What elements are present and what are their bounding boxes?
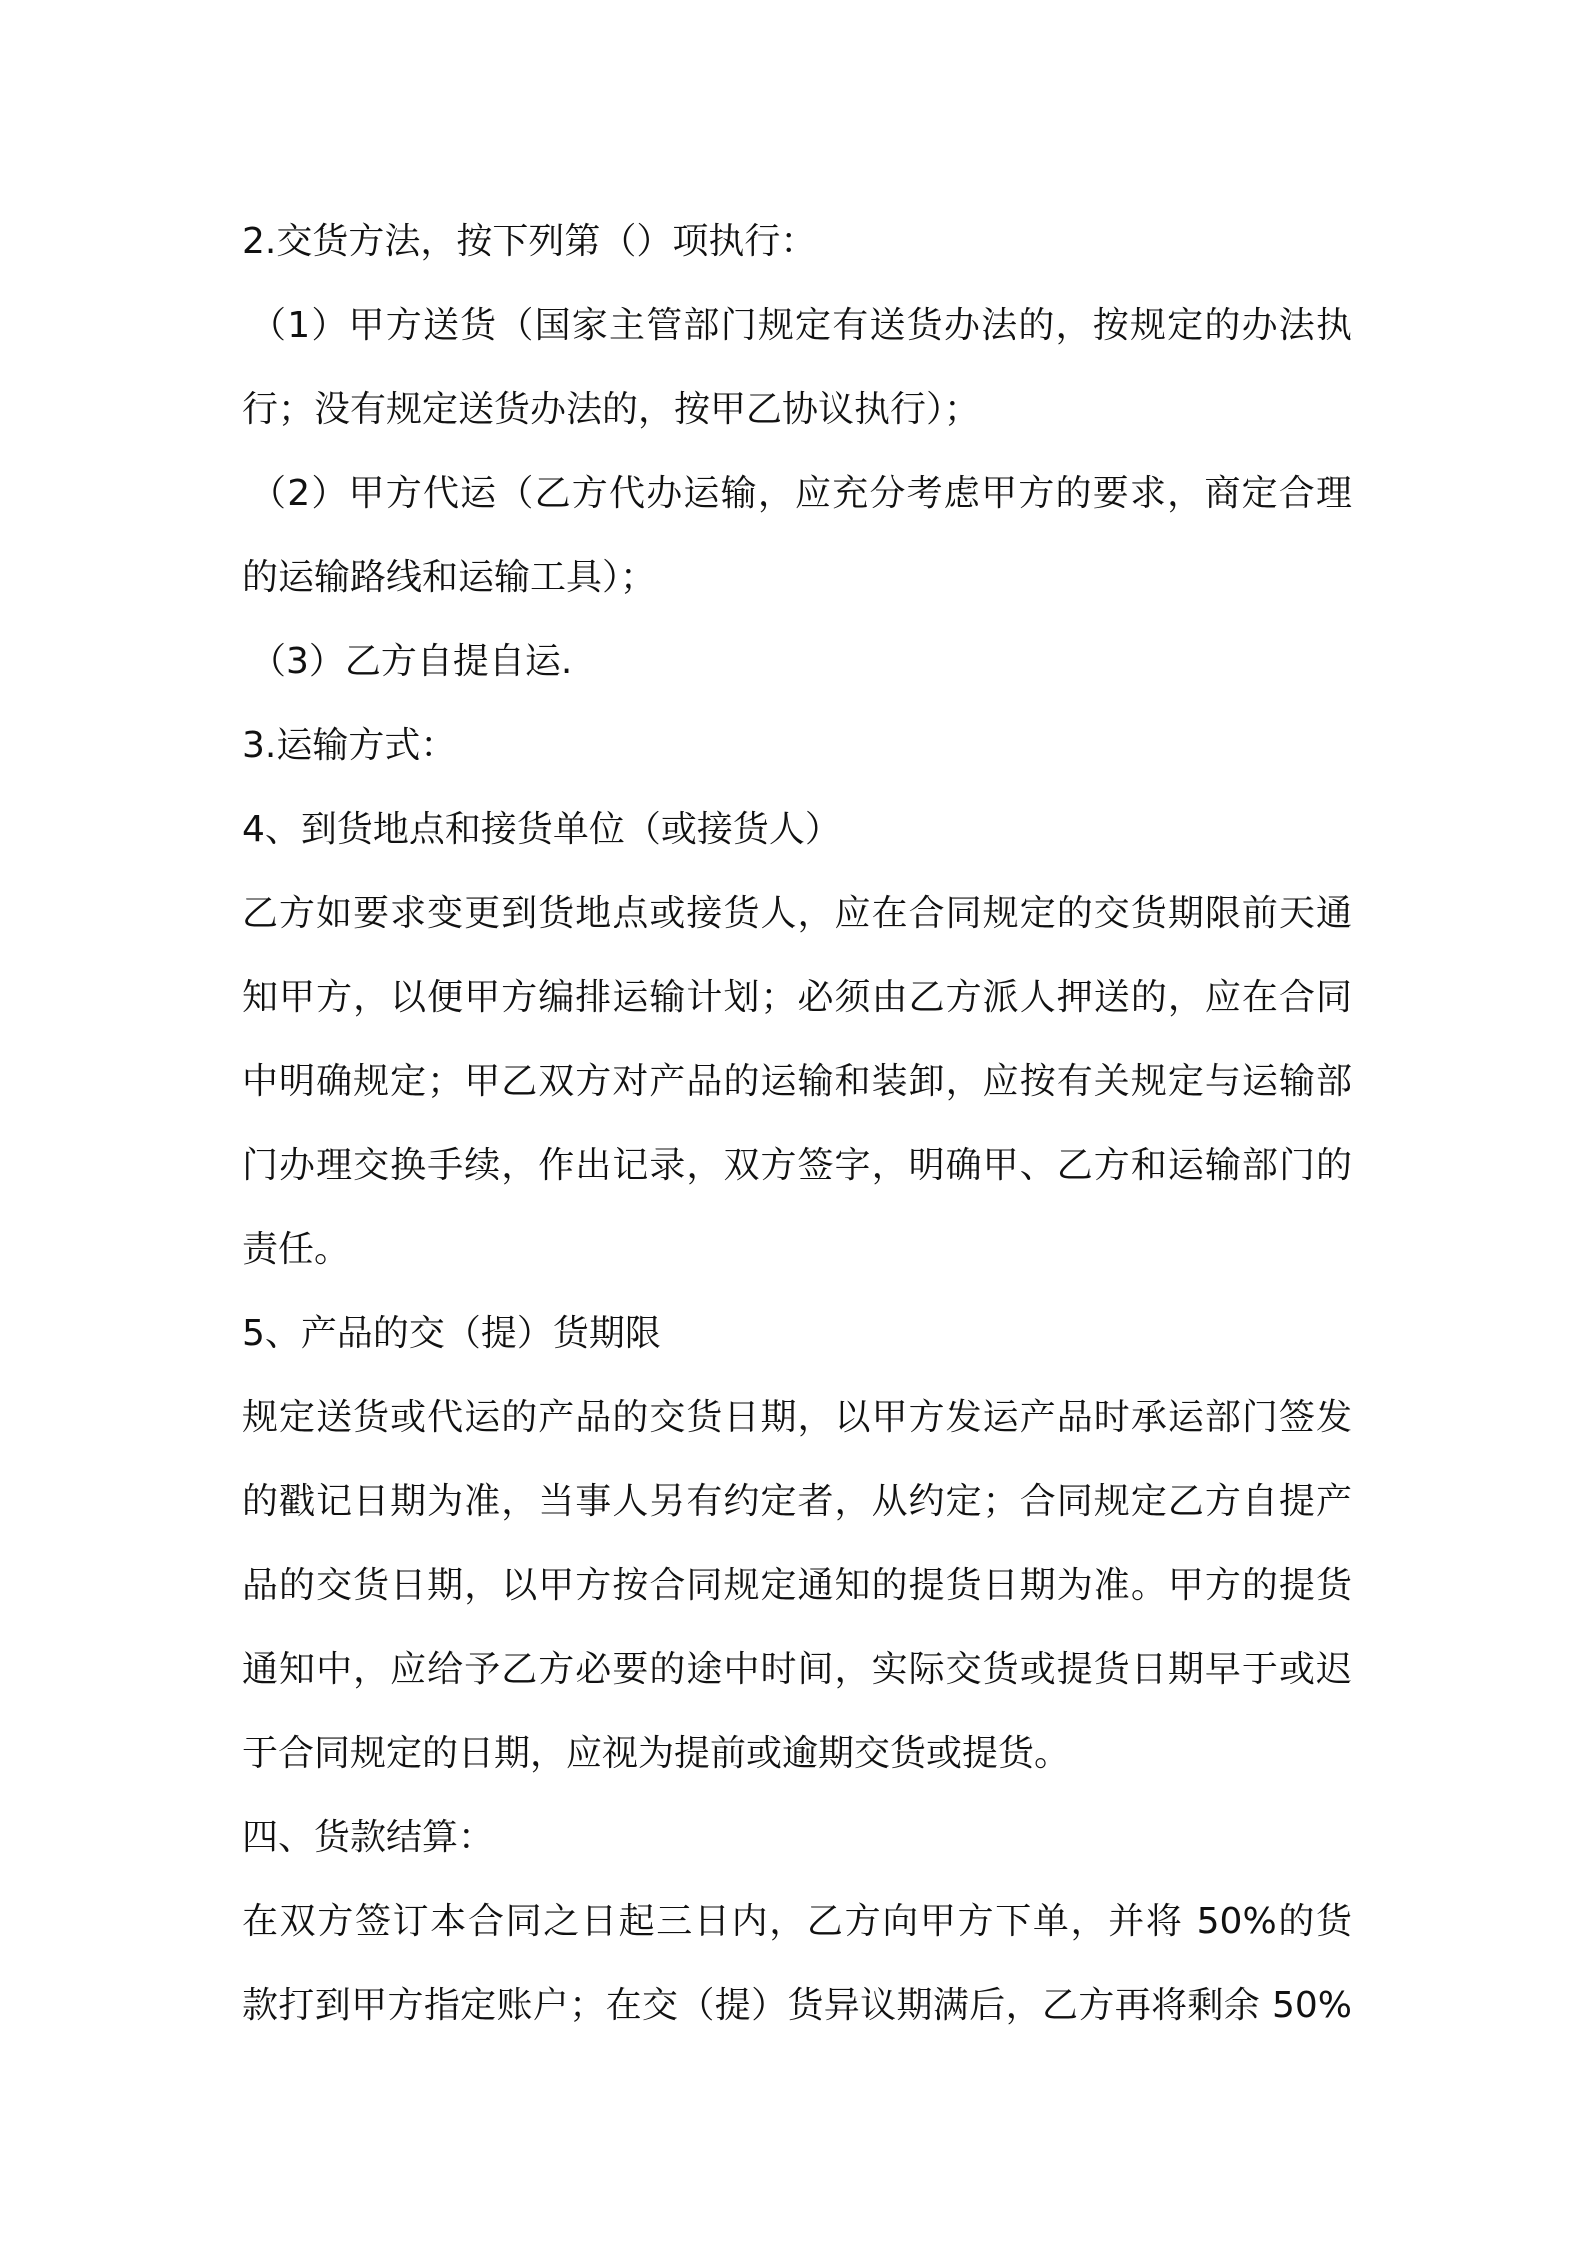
text-line: 4、到货地点和接货单位（或接货人） <box>242 809 841 850</box>
text-line: （3）乙方自提自运. <box>250 641 573 682</box>
text-line: 责任。 <box>242 1229 351 1270</box>
text-line: 5、产品的交（提）货期限 <box>242 1313 661 1354</box>
text-line: 规定送货或代运的产品的交货日期，以甲方发运产品时承运部门签发 <box>242 1397 1352 1438</box>
text-line: 行；没有规定送货办法的，按甲乙协议执行）； <box>242 389 981 430</box>
text-line: 知甲方，以便甲方编排运输计划；必须由乙方派人押送的，应在合同 <box>242 977 1352 1018</box>
text-line: （1）甲方送货（国家主管部门规定有送货办法的，按规定的办法执 <box>250 305 1352 346</box>
text-line: 乙方如要求变更到货地点或接货人，应在合同规定的交货期限前天通 <box>242 893 1352 934</box>
text-line: 3.运输方式： <box>242 725 457 766</box>
text-line: 于合同规定的日期，应视为提前或逾期交货或提货。 <box>242 1733 1071 1774</box>
text-line: 通知中，应给予乙方必要的途中时间，实际交货或提货日期早于或迟 <box>242 1649 1352 1690</box>
text-line: 2.交货方法，按下列第（）项执行： <box>242 221 817 262</box>
text-line: 门办理交换手续，作出记录，双方签字，明确甲、乙方和运输部门的 <box>242 1145 1352 1186</box>
text-line: （2）甲方代运（乙方代办运输，应充分考虑甲方的要求，商定合理 <box>250 473 1352 514</box>
text-line: 品的交货日期，以甲方按合同规定通知的提货日期为准。甲方的提货 <box>242 1565 1352 1606</box>
text-line: 在双方签订本合同之日起三日内，乙方向甲方下单，并将 50%的货 <box>242 1901 1352 1942</box>
contract-text-block <box>242 200 1352 2048</box>
text-line: 款打到甲方指定账户；在交（提）货异议期满后，乙方再将剩余 50% <box>242 1985 1352 2026</box>
text-line: 中明确规定；甲乙双方对产品的运输和装卸，应按有关规定与运输部 <box>242 1061 1352 1102</box>
text-line: 四、货款结算： <box>242 1817 495 1858</box>
text-line: 的运输路线和运输工具）； <box>242 557 657 598</box>
text-line: 的戳记日期为准，当事人另有约定者，从约定；合同规定乙方自提产 <box>242 1481 1352 1522</box>
